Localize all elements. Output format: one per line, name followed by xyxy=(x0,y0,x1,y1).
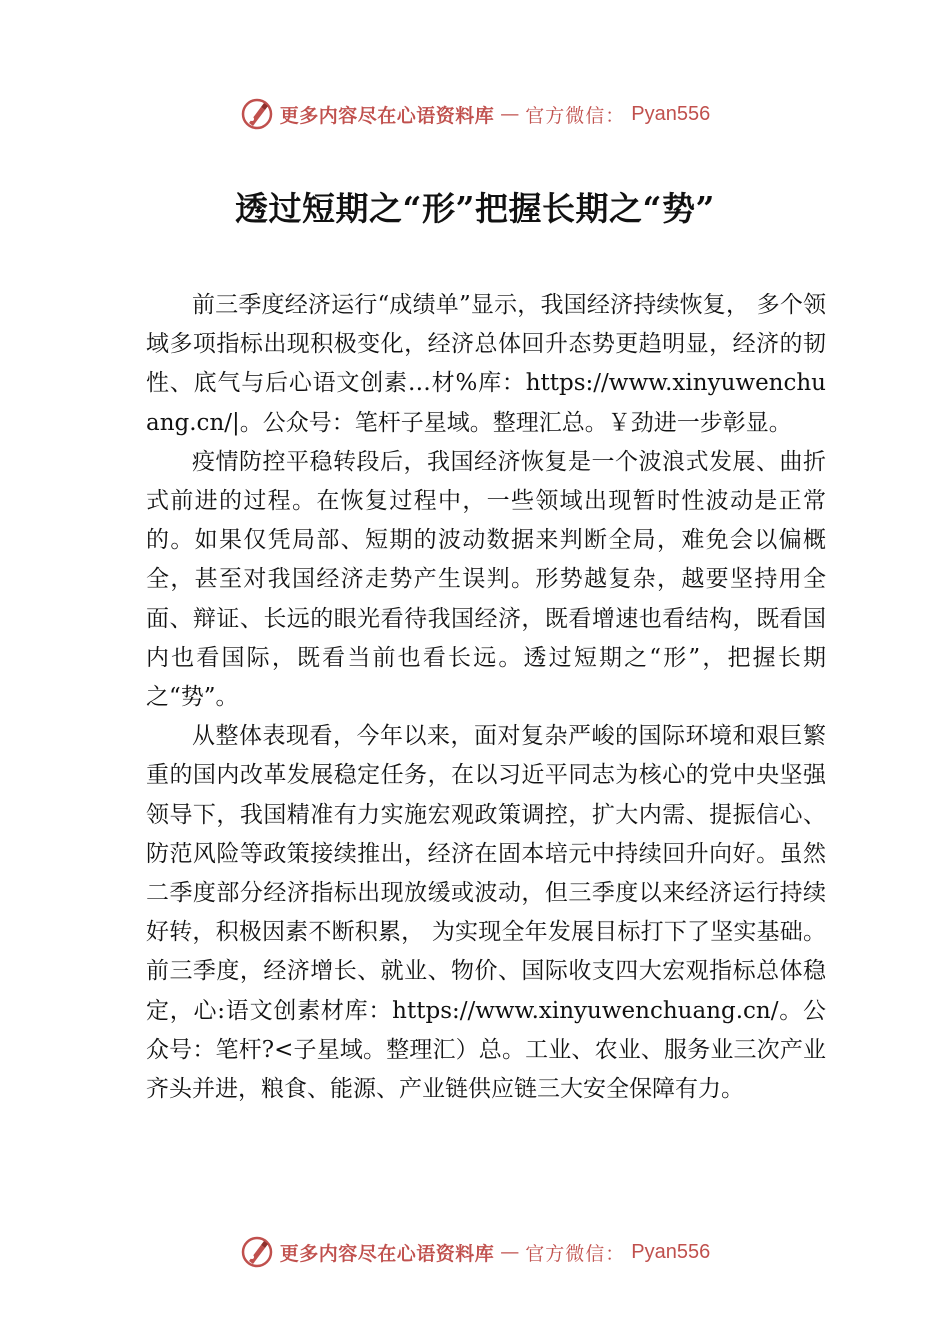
banner-separator: — xyxy=(500,1241,520,1263)
banner-wechat-handle: Pyan556 xyxy=(631,102,711,125)
banner-wechat-label: 官方微信： xyxy=(525,1242,626,1265)
pen-nib-seal-icon xyxy=(240,97,274,131)
paragraph: 前三季度经济运行“成绩单”显示，我国经济持续恢复， 多个领域多项指标出现积极变化，经济总体回升态势更趋明显，经济的韧性、底气与后心语文创素…材%库：https://www.xinyuwenchuang.cn/|。公众号：笔杆子星域。整理汇总。￥劲进一步彰显。 xyxy=(146,292,826,436)
banner-wechat-handle: Pyan556 xyxy=(631,1240,711,1263)
article-body xyxy=(146,286,826,1109)
banner-text: 更多内容尽在心语资料库 xyxy=(279,1242,495,1265)
paragraph: 疫情防控平稳转段后，我国经济恢复是一个波浪式发展、曲折式前进的过程。在恢复过程中，一些领域出现暂时性波动是正常的。如果仅凭局部、短期的波动数据来判断全局，难免会以偏概全，甚至对我国经济走势产生误判。形势越复杂，越要坚持用全面、辩证、长远的眼光看待我国经济，既看增速也看结构，既看国内也看国际，既看当前也看长远。透过短期之“形”，把握长期之“势”。 xyxy=(146,448,826,711)
pen-nib-seal-icon xyxy=(240,1235,274,1269)
footer-banner xyxy=(0,1230,950,1274)
banner-separator: — xyxy=(500,103,520,125)
paragraph: 从整体表现看，今年以来，面对复杂严峻的国际环境和艰巨繁重的国内改革发展稳定任务，在以习近平同志为核心的党中央坚强领导下，我国精准有力实施宏观政策调控，扩大内需、提振信心、防范风险等政策接续推出，经济在固本培元中持续回升向好。虽然二季度部分经济指标出现放缓或波动，但三季度以来经济运行持续好转，积极因素不断积累， 为实现全年发展目标打下了坚实基础。前三季度，经济增长、就业、物价、国际收支四大宏观指标总体稳定，心:语文创素材库：https://www.xinyuwenchuang.cn/。公众号：笔杆?<子星域。整理汇）总。工业、农业、服务业三次产业齐头并进，粮食、能源、产业链供应链三大安全保障有力。 xyxy=(146,723,826,1103)
page-title: 透过短期之“形”把握长期之“势” xyxy=(235,189,715,228)
banner-text: 更多内容尽在心语资料库 xyxy=(279,104,495,127)
banner-wechat-label: 官方微信： xyxy=(525,104,626,127)
header-banner xyxy=(0,92,950,136)
